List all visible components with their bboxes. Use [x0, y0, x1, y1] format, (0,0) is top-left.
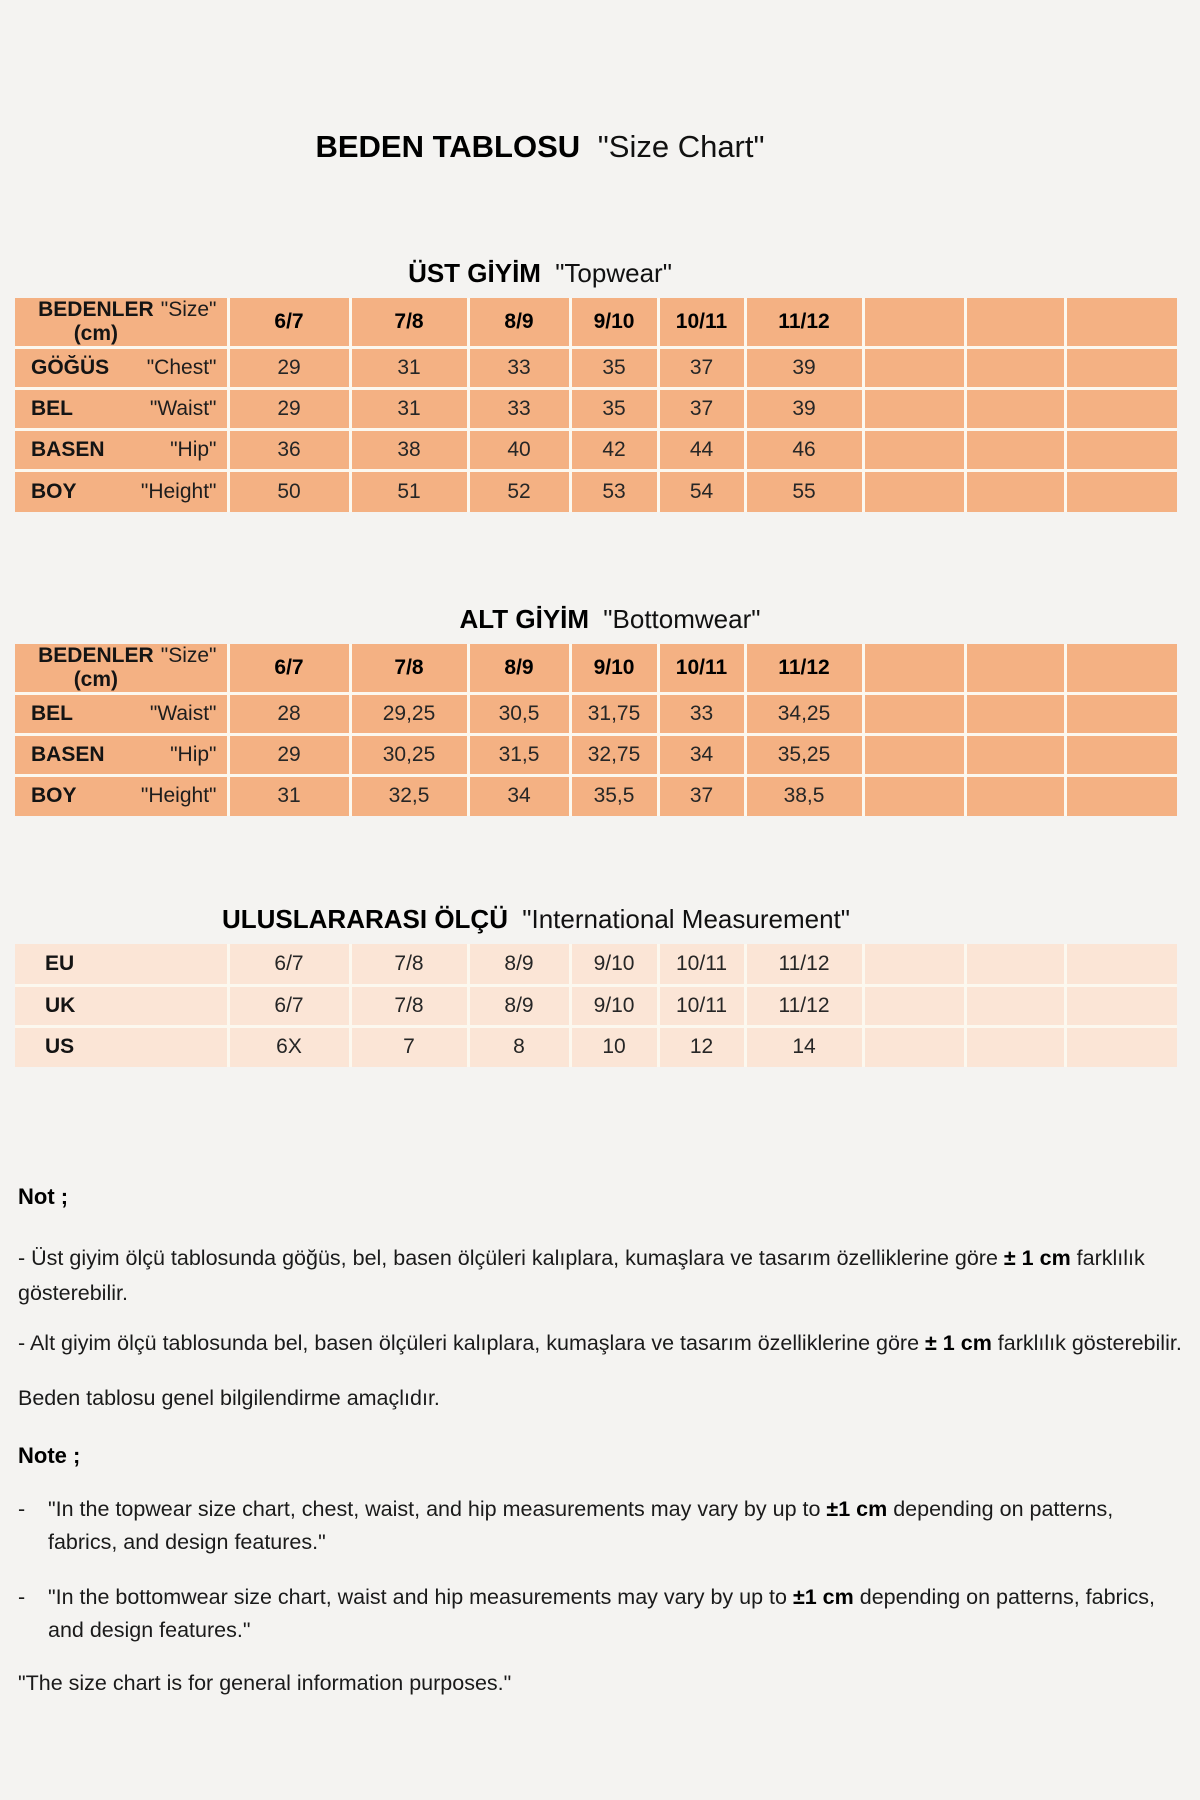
value-cell: 37: [658, 389, 745, 430]
value-cell: 29,25: [350, 693, 468, 734]
value-cell: 11/12: [745, 985, 863, 1026]
value-cell: 35,5: [570, 775, 658, 816]
note-bold-tolerance: ±1 cm: [792, 1585, 854, 1609]
notes-turkish-footer: Beden tablosu genel bilgilendirme amaçlıdır.: [18, 1386, 440, 1410]
row-label-english: "Waist": [149, 397, 217, 420]
topwear-heading-english: "Topwear": [555, 258, 672, 288]
section-heading-bottomwear: [29, 604, 1191, 635]
empty-cell: [965, 389, 1065, 430]
bottomwear-table: [15, 644, 1177, 817]
value-cell: 37: [658, 775, 745, 816]
row-label: [15, 1035, 227, 1059]
empty-cell: [1065, 693, 1177, 734]
value-cell: 31: [350, 389, 468, 430]
table-row: [15, 348, 1177, 389]
value-cell: 9/10: [570, 985, 658, 1026]
value-cell: 34: [468, 775, 570, 816]
row-label: [15, 702, 227, 726]
empty-cell: [863, 944, 965, 985]
notes-english-heading: Note ;: [18, 1443, 81, 1468]
bottomwear-heading-turkish: ALT GİYİM: [459, 603, 590, 634]
value-cell: 38,5: [745, 775, 863, 816]
row-label: [15, 438, 227, 462]
value-cell: 35: [570, 389, 658, 430]
value-cell: 38: [350, 430, 468, 471]
empty-cell: [1065, 471, 1177, 512]
row-label-cell: [15, 389, 228, 430]
row-label-turkish: EU: [45, 951, 75, 975]
note-english-topwear: [18, 1493, 1189, 1559]
notes-english-footer: "The size chart is for general information purposes.": [18, 1671, 512, 1695]
value-cell: 32,75: [570, 734, 658, 775]
note-bold-tolerance: ±1 cm: [826, 1497, 888, 1521]
value-cell: 33: [468, 389, 570, 430]
note-english-bottomwear: [18, 1581, 1189, 1647]
table-row: [15, 1026, 1177, 1067]
value-cell: 6/7: [228, 298, 350, 348]
value-cell: 8/9: [468, 985, 570, 1026]
row-label-english: "Hip": [170, 438, 217, 461]
value-cell: 39: [745, 348, 863, 389]
value-cell: 50: [228, 471, 350, 512]
empty-cell: [965, 985, 1065, 1026]
value-cell: 28: [228, 693, 350, 734]
row-label-turkish: BASEN: [31, 742, 105, 766]
international-table: [15, 944, 1177, 1067]
content-area: [0, 128, 1192, 1700]
empty-cell: [965, 734, 1065, 775]
topwear-heading-turkish: ÜST GİYİM: [408, 258, 541, 288]
international-heading-english: "International Measurement": [522, 904, 850, 934]
row-label-turkish: BEL: [31, 701, 73, 725]
table-row: [15, 389, 1177, 430]
notes-turkish-heading: Not ;: [18, 1184, 69, 1209]
empty-cell: [863, 348, 965, 389]
section-heading-international: [0, 904, 1117, 935]
empty-cell: [863, 1026, 965, 1067]
value-cell: 52: [468, 471, 570, 512]
empty-cell: [965, 693, 1065, 734]
empty-cell: [965, 430, 1065, 471]
note-turkish-bottomwear: [18, 1326, 1189, 1361]
row-label-cell: [15, 298, 228, 348]
value-cell: 6/7: [228, 985, 350, 1026]
empty-cell: [863, 471, 965, 512]
value-cell: 10/11: [658, 944, 745, 985]
empty-cell: [863, 693, 965, 734]
value-cell: 54: [658, 471, 745, 512]
note-text: depending on patterns, fabrics, and design features.": [48, 1497, 1114, 1554]
row-label-cell: [15, 775, 228, 816]
value-cell: 32,5: [350, 775, 468, 816]
row-label-turkish: BASEN: [31, 438, 105, 461]
row-label-cell: [15, 734, 228, 775]
row-label-cell: [15, 348, 228, 389]
row-label-cell: [15, 985, 228, 1026]
bullet-text: [48, 1493, 1189, 1559]
table-row: [15, 693, 1177, 734]
value-cell: 31,75: [570, 693, 658, 734]
value-cell: 7: [350, 1026, 468, 1067]
empty-cell: [1065, 389, 1177, 430]
bullet-dash: -: [18, 1497, 26, 1521]
value-cell: 10/11: [658, 985, 745, 1026]
table-header-row: [15, 298, 1177, 348]
value-cell: 37: [658, 348, 745, 389]
empty-cell: [1065, 775, 1177, 816]
note-bold-tolerance: ± 1 cm: [1003, 1246, 1071, 1270]
value-cell: 31: [228, 775, 350, 816]
page-title-english: "Size Chart": [597, 129, 765, 164]
value-cell: 6/7: [228, 644, 350, 694]
value-cell: 10/11: [658, 298, 745, 348]
bullet-dash: -: [18, 1585, 26, 1609]
empty-cell: [863, 430, 965, 471]
value-cell: 8: [468, 1026, 570, 1067]
value-cell: 10: [570, 1026, 658, 1067]
row-label-cell: [15, 644, 228, 694]
row-label: [15, 743, 227, 767]
value-cell: 7/8: [350, 298, 468, 348]
value-cell: 7/8: [350, 644, 468, 694]
row-label-turkish: BEDENLER (cm): [38, 643, 154, 691]
page-title-turkish: BEDEN TABLOSU: [315, 129, 581, 164]
note-text: depending on patterns, fabrics, and design features.": [48, 1585, 1155, 1642]
international-heading-turkish: ULUSLARARASI ÖLÇÜ: [222, 904, 508, 934]
value-cell: 8/9: [468, 644, 570, 694]
table-row: [15, 734, 1177, 775]
value-cell: 30,25: [350, 734, 468, 775]
row-label-cell: [15, 693, 228, 734]
row-label-turkish: US: [45, 1035, 75, 1059]
note-turkish-topwear: [18, 1241, 1189, 1311]
topwear-table: [15, 298, 1177, 512]
row-label: [15, 298, 227, 346]
empty-cell: [965, 298, 1065, 348]
value-cell: 11/12: [745, 298, 863, 348]
row-label-english: "Size": [160, 298, 217, 321]
value-cell: 6X: [228, 1026, 350, 1067]
row-label-turkish: BEL: [31, 397, 73, 420]
row-label-english: "Size": [160, 643, 217, 667]
value-cell: 31,5: [468, 734, 570, 775]
value-cell: 6/7: [228, 944, 350, 985]
value-cell: 55: [745, 471, 863, 512]
empty-cell: [863, 644, 965, 694]
value-cell: 7/8: [350, 944, 468, 985]
table-row: [15, 471, 1177, 512]
row-label: [15, 644, 227, 692]
section-heading-topwear: [0, 258, 1121, 289]
empty-cell: [1065, 1026, 1177, 1067]
row-label-english: "Height": [140, 479, 217, 503]
row-label-english: "Height": [140, 784, 217, 808]
empty-cell: [1065, 298, 1177, 348]
row-label-turkish: BEDENLER (cm): [38, 298, 154, 345]
value-cell: 53: [570, 471, 658, 512]
value-cell: 35,25: [745, 734, 863, 775]
empty-cell: [965, 1026, 1065, 1067]
value-cell: 11/12: [745, 644, 863, 694]
value-cell: 42: [570, 430, 658, 471]
note-text: farklılık gösterebilir.: [18, 1246, 1145, 1305]
page-title: [0, 128, 1121, 166]
notes-section: [15, 1179, 1189, 1700]
row-label: [15, 784, 227, 808]
table-row: [15, 944, 1177, 985]
row-label: [15, 356, 227, 380]
value-cell: 39: [745, 389, 863, 430]
value-cell: 29: [228, 734, 350, 775]
table-row: [15, 430, 1177, 471]
row-label-english: "Waist": [149, 701, 217, 725]
empty-cell: [1065, 348, 1177, 389]
bottomwear-heading-english: "Bottomwear": [603, 603, 761, 634]
row-label-cell: [15, 944, 228, 985]
value-cell: 9/10: [570, 944, 658, 985]
row-label-english: "Chest": [146, 356, 217, 379]
value-cell: 9/10: [570, 644, 658, 694]
value-cell: 8/9: [468, 944, 570, 985]
empty-cell: [1065, 944, 1177, 985]
empty-cell: [863, 389, 965, 430]
value-cell: 33: [468, 348, 570, 389]
empty-cell: [863, 734, 965, 775]
note-text: - Üst giyim ölçü tablosunda göğüs, bel, basen ölçüleri kalıplara, kumaşlara ve tasarım özelliklerine göre: [18, 1246, 1004, 1270]
value-cell: 34,25: [745, 693, 863, 734]
empty-cell: [863, 985, 965, 1026]
row-label: [15, 952, 227, 976]
empty-cell: [965, 644, 1065, 694]
value-cell: 9/10: [570, 298, 658, 348]
row-label-turkish: GÖĞÜS: [31, 356, 110, 379]
table-header-row: [15, 644, 1177, 694]
row-label-turkish: BOY: [31, 479, 77, 503]
value-cell: 46: [745, 430, 863, 471]
note-text: "In the topwear size chart, chest, waist, and hip measurements may vary by up to: [48, 1497, 827, 1521]
value-cell: 31: [350, 348, 468, 389]
value-cell: 12: [658, 1026, 745, 1067]
empty-cell: [863, 775, 965, 816]
row-label-english: "Hip": [170, 742, 217, 766]
table-row: [15, 985, 1177, 1026]
table-row: [15, 775, 1177, 816]
bullet-text: [48, 1581, 1189, 1647]
value-cell: 51: [350, 471, 468, 512]
row-label-turkish: UK: [45, 993, 76, 1017]
row-label-cell: [15, 471, 228, 512]
value-cell: 14: [745, 1026, 863, 1067]
empty-cell: [1065, 734, 1177, 775]
value-cell: 33: [658, 693, 745, 734]
value-cell: 7/8: [350, 985, 468, 1026]
value-cell: 40: [468, 430, 570, 471]
value-cell: 34: [658, 734, 745, 775]
empty-cell: [965, 348, 1065, 389]
empty-cell: [965, 775, 1065, 816]
value-cell: 8/9: [468, 298, 570, 348]
value-cell: 11/12: [745, 944, 863, 985]
note-text: - Alt giyim ölçü tablosunda bel, basen ölçüleri kalıplara, kumaşlara ve tasarım özelliklerine göre: [18, 1331, 926, 1355]
value-cell: 29: [228, 389, 350, 430]
empty-cell: [965, 944, 1065, 985]
row-label-cell: [15, 430, 228, 471]
empty-cell: [1065, 985, 1177, 1026]
row-label-turkish: BOY: [31, 784, 77, 808]
value-cell: 44: [658, 430, 745, 471]
value-cell: 29: [228, 348, 350, 389]
value-cell: 30,5: [468, 693, 570, 734]
value-cell: 36: [228, 430, 350, 471]
value-cell: 35: [570, 348, 658, 389]
note-text: "In the bottomwear size chart, waist and hip measurements may vary by up to: [48, 1585, 793, 1609]
note-bold-tolerance: ± 1 cm: [925, 1331, 992, 1355]
row-label: [15, 480, 227, 504]
row-label: [15, 397, 227, 421]
note-text: farklılık gösterebilir.: [991, 1331, 1182, 1355]
value-cell: 10/11: [658, 644, 745, 694]
empty-cell: [1065, 644, 1177, 694]
empty-cell: [965, 471, 1065, 512]
row-label-cell: [15, 1026, 228, 1067]
empty-cell: [1065, 430, 1177, 471]
row-label: [15, 994, 227, 1018]
empty-cell: [863, 298, 965, 348]
